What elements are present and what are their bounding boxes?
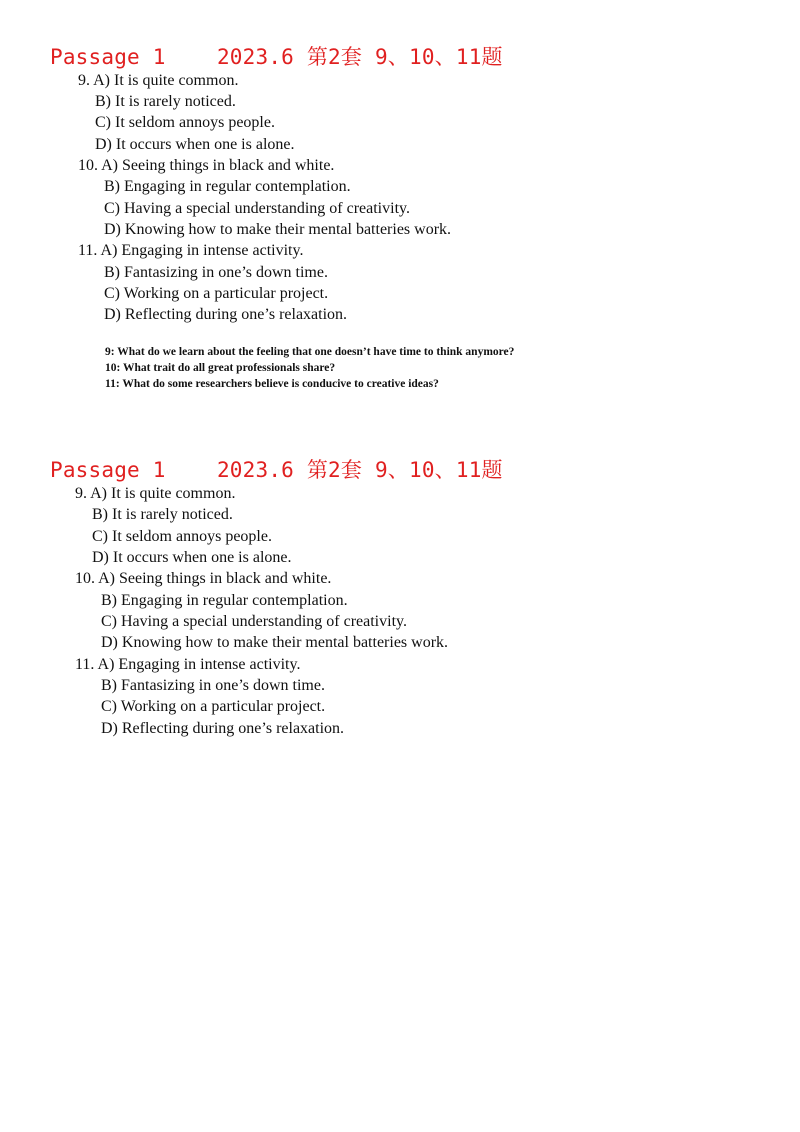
question-11-option-c: C) Working on a particular project. — [101, 698, 326, 715]
question-9-option-b: B) It is rarely noticed. — [95, 93, 236, 110]
question-number: 9. — [78, 72, 90, 89]
question-number: 10. — [75, 570, 95, 587]
option-text: A) Engaging in intense activity. — [100, 242, 304, 259]
question-10-option-d: D) Knowing how to make their mental batteries work. — [101, 634, 449, 651]
question-9-option-c: C) It seldom annoys people. — [92, 528, 272, 545]
question-9-option-c: C) It seldom annoys people. — [95, 114, 275, 131]
question-9-option-a — [78, 70, 238, 91]
option-text: A) Seeing things in black and white. — [98, 570, 332, 587]
question-number: 10. — [78, 157, 98, 174]
question-11-option-d: D) Reflecting during one’s relaxation. — [104, 306, 348, 323]
question-10-option-b: B) Engaging in regular contemplation. — [104, 178, 351, 195]
option-text: A) Seeing things in black and white. — [101, 157, 335, 174]
question-9-option-a — [75, 483, 235, 504]
option-text: A) It is quite common. — [93, 72, 239, 89]
question-11-option-d: D) Reflecting during one’s relaxation. — [101, 720, 345, 737]
question-10-option-d: D) Knowing how to make their mental batteries work. — [104, 221, 452, 238]
passage-title: Passage 1 2023.6 第2套 9、10、11题 — [50, 458, 503, 482]
question-number: 11. — [75, 656, 95, 673]
question-notes — [105, 344, 545, 392]
question-11-option-b: B) Fantasizing in one’s down time. — [101, 677, 325, 694]
option-text: A) Engaging in intense activity. — [97, 656, 301, 673]
question-10-option-c: C) Having a special understanding of creativity. — [104, 200, 410, 217]
note-question-9: 9: What do we learn about the feeling that one doesn’t have time to think anymore? — [105, 346, 515, 358]
note-question-10: 10: What trait do all great professionals share? — [105, 362, 336, 374]
question-10-option-a — [78, 155, 334, 176]
question-11-option-b: B) Fantasizing in one’s down time. — [104, 264, 328, 281]
question-11-option-c: C) Working on a particular project. — [104, 285, 329, 302]
note-question-11: 11: What do some researchers believe is conducive to creative ideas? — [105, 378, 439, 390]
question-9-option-b: B) It is rarely noticed. — [92, 506, 233, 523]
question-10-option-c: C) Having a special understanding of creativity. — [101, 613, 407, 630]
option-text: A) It is quite common. — [90, 485, 236, 502]
question-10-option-a — [75, 568, 331, 589]
question-11-option-a — [78, 240, 303, 261]
question-11-option-a — [75, 654, 300, 675]
question-number: 11. — [78, 242, 98, 259]
question-9-option-d: D) It occurs when one is alone. — [92, 549, 292, 566]
question-10-option-b: B) Engaging in regular contemplation. — [101, 592, 348, 609]
question-number: 9. — [75, 485, 87, 502]
passage-title: Passage 1 2023.6 第2套 9、10、11题 — [50, 45, 503, 69]
question-9-option-d: D) It occurs when one is alone. — [95, 136, 295, 153]
